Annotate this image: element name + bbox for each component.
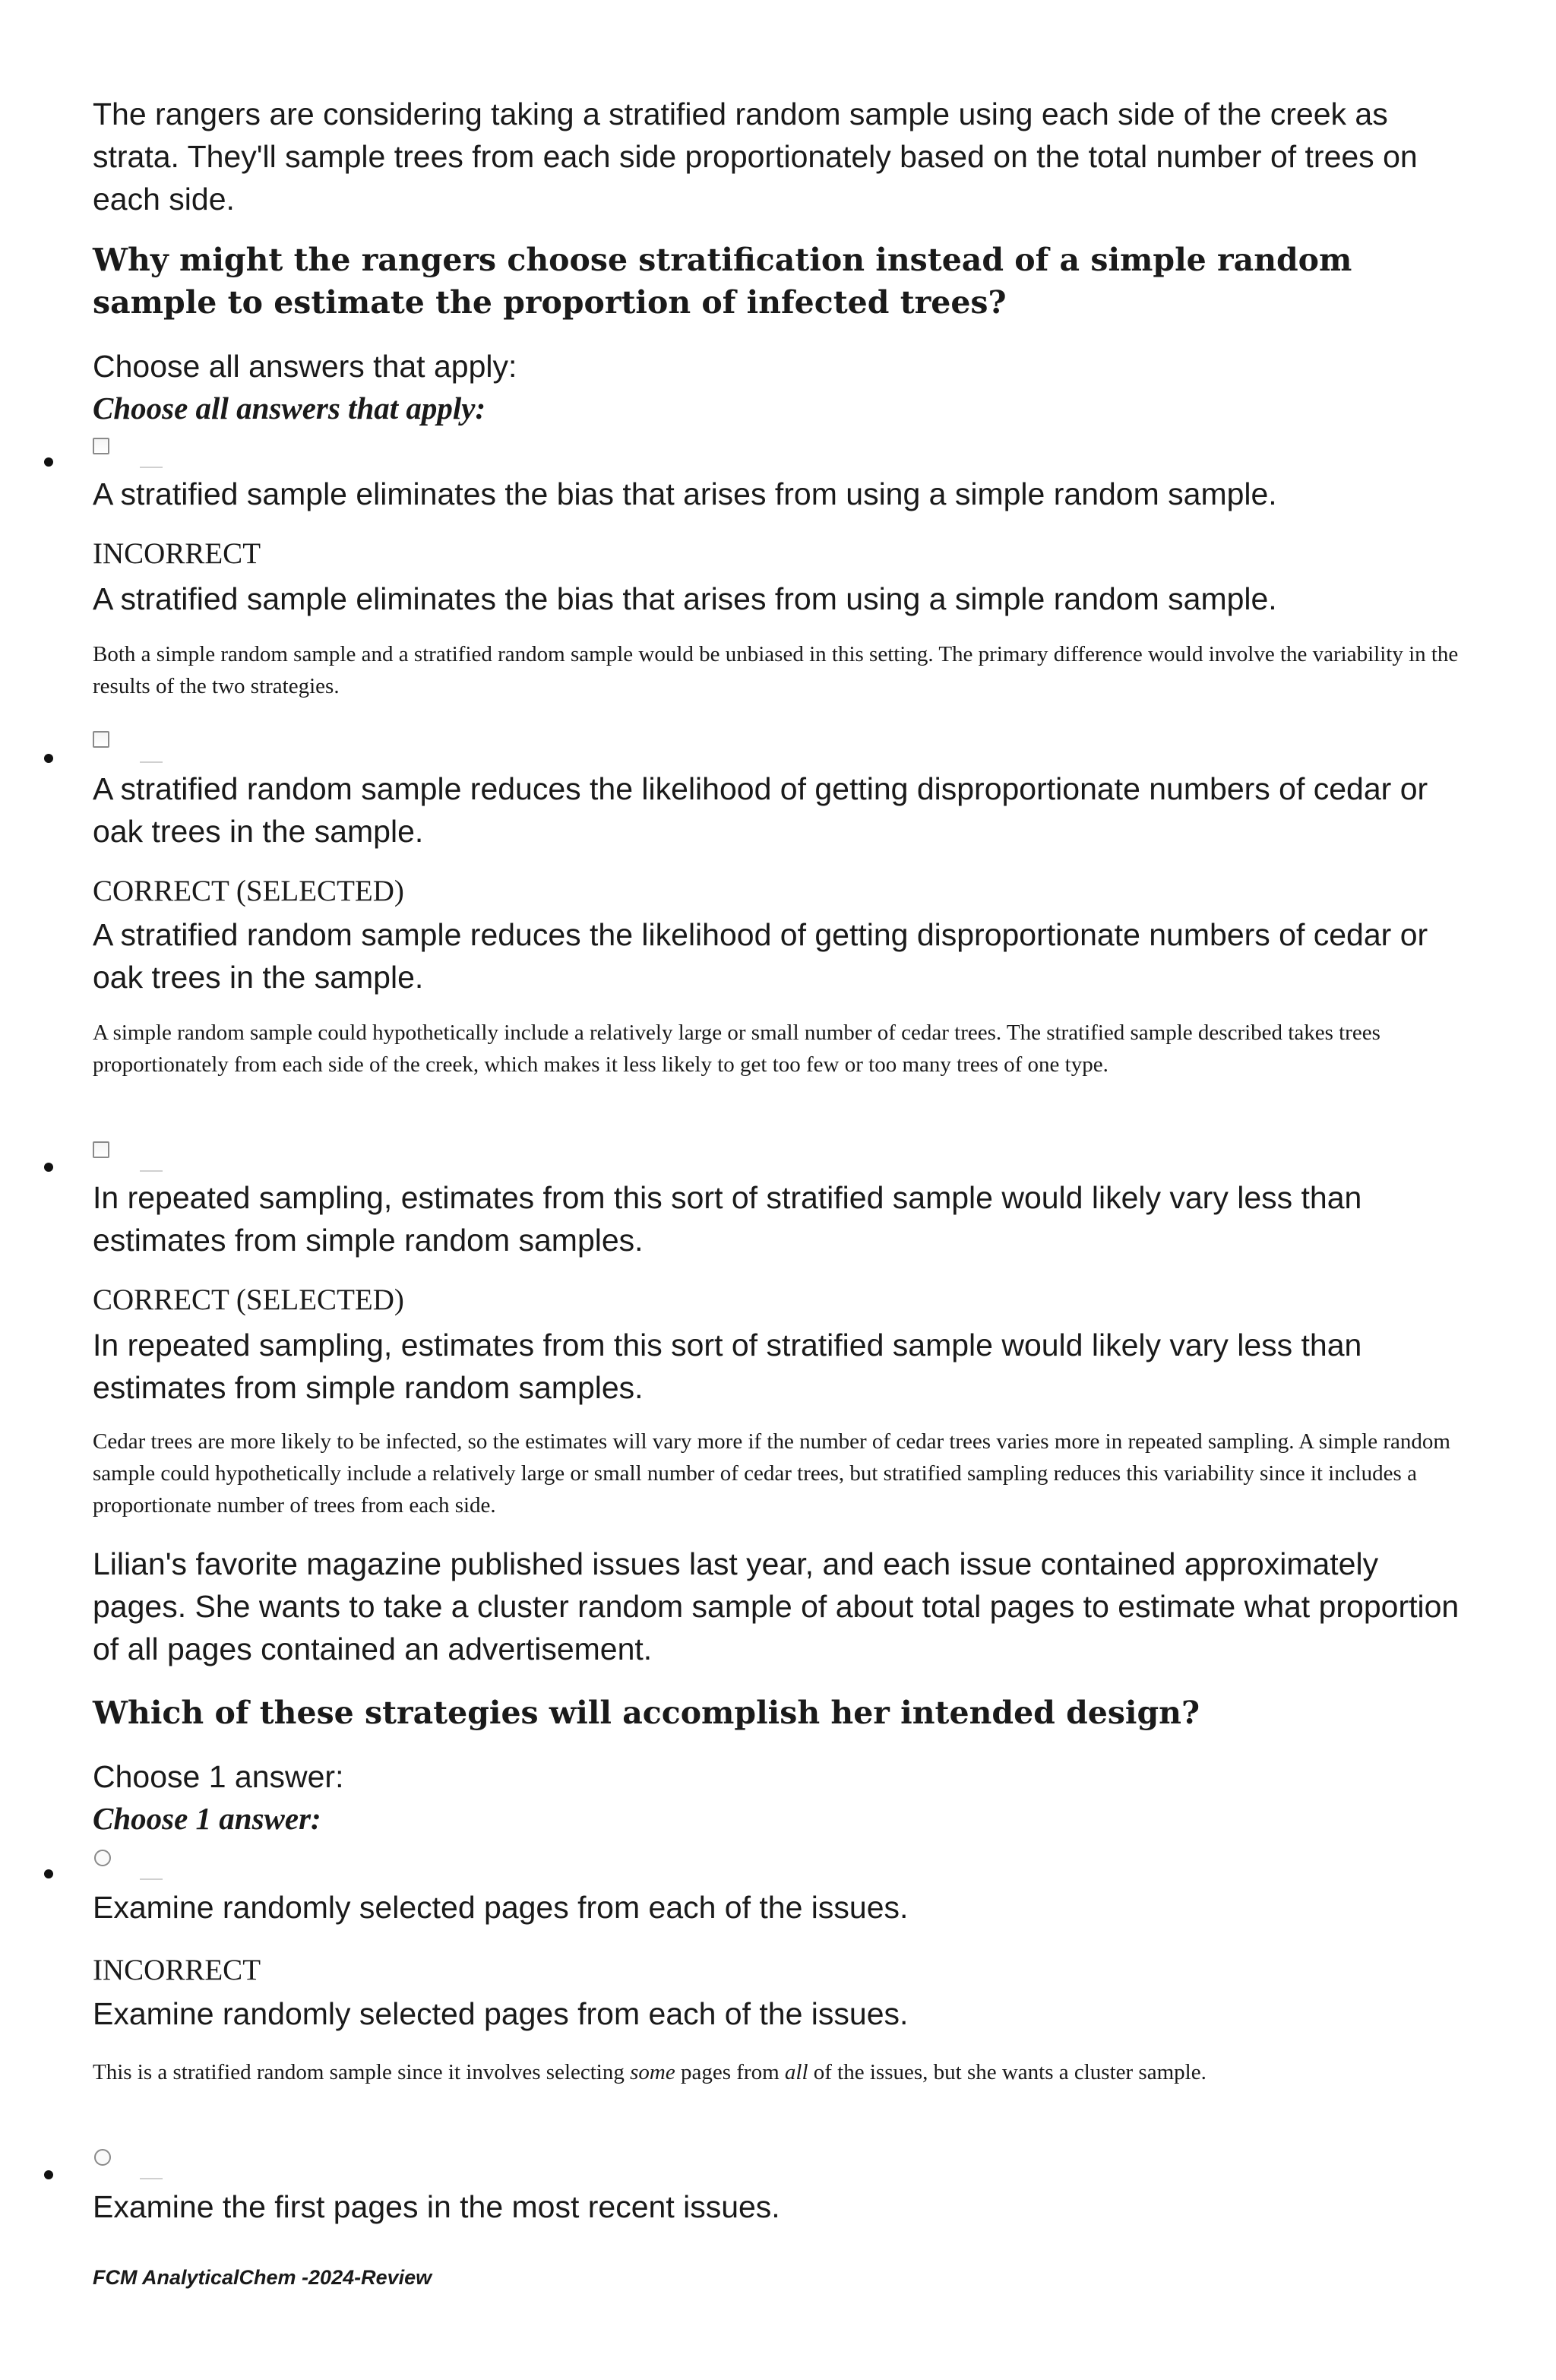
q2-option-1-radio[interactable] — [94, 1850, 111, 1866]
separator — [140, 1170, 163, 1172]
separator — [140, 1878, 163, 1880]
q1-prompt: The rangers are considering taking a stratified random sample using each side of the creek as strata. They'll sample trees from each side proportionately based on the total number of trees on each side. — [93, 97, 1418, 217]
q2-option-1-repeat: Examine randomly selected pages from each of the issues. — [93, 1996, 909, 2031]
q1-option-3-repeat: In repeated sampling, estimates from this sort of stratified sample would likely vary less than estimates from simple random samples. — [93, 1328, 1362, 1405]
explanation-segment: This is a stratified random sample since it involves selecting — [93, 2060, 631, 2084]
q2-prompt: Lilian's favorite magazine published issues last year, and each issue contained approximately pages. She wants to take a cluster random sample of about total pages to estimate what proportion of all pages contained an advertisement. — [93, 1546, 1460, 1666]
q2-choose-label-italic: Choose 1 answer: — [93, 1801, 321, 1836]
q2-option-1-text[interactable]: Examine randomly selected pages from each of the issues. — [93, 1890, 909, 1925]
q2-option-1-explanation — [93, 2056, 1460, 2088]
q1-option-2-status: CORRECT (SELECTED) — [93, 875, 404, 907]
list-bullet — [44, 1869, 53, 1878]
q1-option-3-checkbox[interactable] — [93, 1141, 109, 1158]
separator — [140, 2178, 163, 2179]
q1-option-3-status: CORRECT (SELECTED) — [93, 1283, 404, 1316]
page-footer: FCM AnalyticalChem -2024-Review — [93, 2266, 432, 2289]
q1-option-1-repeat: A stratified sample eliminates the bias that arises from using a simple random sample. — [93, 581, 1277, 616]
explanation-emphasis: some — [630, 2060, 675, 2084]
q1-option-2-text[interactable]: A stratified random sample reduces the likelihood of getting disproportionate numbers of cedar or oak trees in the sample. — [93, 771, 1428, 849]
list-bullet — [44, 457, 53, 467]
list-bullet — [44, 1163, 53, 1172]
separator — [140, 467, 163, 468]
q1-option-1-explanation: Both a simple random sample and a stratified random sample would be unbiased in this setting. The primary difference would involve the variability in the results of the two strategies. — [93, 642, 1459, 698]
q1-option-1-checkbox[interactable] — [93, 438, 109, 454]
separator — [140, 761, 163, 763]
explanation-segment: of the issues, but she wants a cluster sample. — [808, 2060, 1207, 2084]
q1-option-1-text[interactable]: A stratified sample eliminates the bias that arises from using a simple random sample. — [93, 476, 1277, 511]
q2-option-2-text[interactable]: Examine the first pages in the most recent issues. — [93, 2189, 780, 2224]
q1-option-2-checkbox[interactable] — [93, 731, 109, 748]
q2-option-2-radio[interactable] — [94, 2149, 111, 2166]
q1-option-3-text[interactable]: In repeated sampling, estimates from this sort of stratified sample would likely vary less than estimates from simple random samples. — [93, 1180, 1362, 1258]
list-bullet — [44, 2170, 53, 2179]
explanation-segment: pages from — [675, 2060, 785, 2084]
q1-choose-label: Choose all answers that apply: — [93, 349, 517, 384]
q1-option-3-explanation: Cedar trees are more likely to be infected, so the estimates will vary more if the number of cedar trees varies more in repeated sampling. A simple random sample could hypothetically include a relatively large or small number of cedar trees, but stratified sampling reduces this variability since it includes a proportionate number of trees from each side. — [93, 1429, 1450, 1518]
q1-choose-label-italic: Choose all answers that apply: — [93, 391, 486, 426]
q1-option-2-repeat: A stratified random sample reduces the likelihood of getting disproportionate numbers of cedar or oak trees in the sample. — [93, 917, 1428, 995]
explanation-emphasis: all — [784, 2060, 808, 2084]
q1-question: Why might the rangers choose stratification instead of a simple random sample to estimate the proportion of infected trees? — [93, 242, 1352, 321]
q2-option-1-status: INCORRECT — [93, 1954, 261, 1986]
q1-option-2-explanation: A simple random sample could hypothetically include a relatively large or small number of cedar trees. The stratified sample described takes trees proportionately from each side of the creek, which makes it less likely to get too few or too many trees of one type. — [93, 1021, 1380, 1077]
q2-question: Which of these strategies will accomplish her intended design? — [93, 1695, 1200, 1731]
q1-option-1-status: INCORRECT — [93, 537, 261, 570]
list-bullet — [44, 754, 53, 763]
q2-choose-label: Choose 1 answer: — [93, 1759, 344, 1794]
